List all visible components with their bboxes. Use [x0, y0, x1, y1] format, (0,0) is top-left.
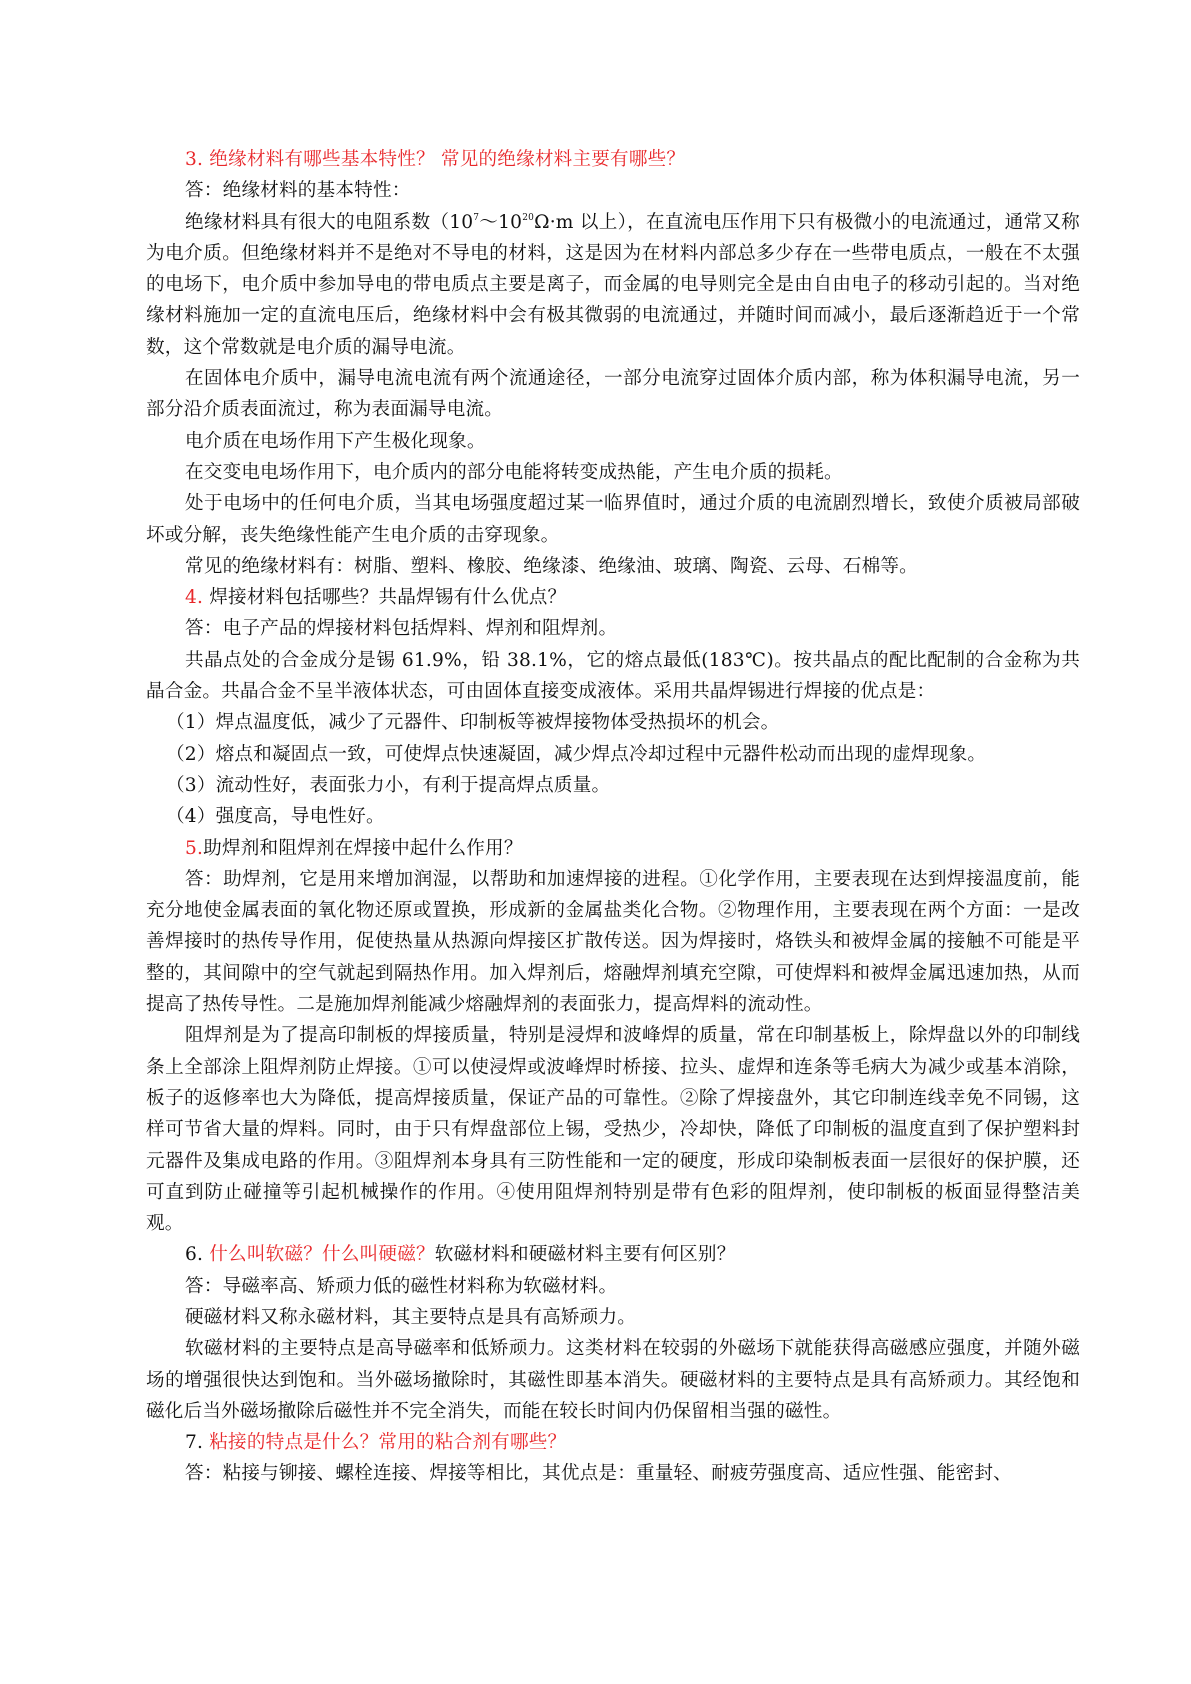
superscript: 20 — [522, 212, 535, 223]
answer-intro: 答：绝缘材料的基本特性： — [185, 180, 411, 202]
question-number: 3. — [185, 149, 204, 170]
text-run: ～10 — [479, 211, 523, 233]
question-text-highlight: 什么叫软磁？什么叫硬磁？ — [209, 1244, 435, 1266]
document-body — [146, 144, 1080, 1490]
question-7-heading — [146, 1427, 1080, 1458]
paragraph: 共晶点处的合金成分是锡 61.9%，铅 38.1%，它的熔点最低(183℃)。按共晶点的配比配制的合金称为共晶合金。共晶合金不呈半液体状态，可由固体直接变成液体。采用共晶焊锡进行焊接的优点是： — [146, 649, 1080, 703]
paragraph: 在交变电电场作用下，电介质内的部分电能将转变成热能，产生电介质的损耗。 — [185, 461, 843, 483]
question-3-heading — [146, 144, 1080, 175]
question-text: 粘接的特点是什么？常用的粘合剂有哪些？ — [209, 1432, 567, 1454]
question-number: 5. — [185, 837, 204, 859]
list-item: （2）熔点和凝固点一致，可使焊点快速凝固，减少焊点冷却过程中元器件松动而出现的虚焊现象。 — [166, 743, 987, 765]
question-text: 焊接材料包括哪些？共晶焊锡有什么优点？ — [209, 587, 567, 609]
paragraph: 处于电场中的任何电介质，当其电场强度超过某一临界值时，通过介质的电流剧烈增长，致使介质被局部破坏或分解，丧失绝缘性能产生电介质的击穿现象。 — [146, 493, 1080, 546]
list-item: （1）焊点温度低，减少了元器件、印制板等被焊接物体受热损坏的机会。 — [166, 712, 780, 734]
answer-intro: 答：电子产品的焊接材料包括焊料、焊剂和阻焊剂。 — [185, 618, 618, 640]
question-number: 6. — [185, 1244, 204, 1266]
question-text: 绝缘材料有哪些基本特性？ 常见的绝缘材料主要有哪些？ — [209, 149, 686, 170]
question-4-heading — [146, 582, 1080, 613]
answer-intro: 答：导磁率高、矫顽力低的磁性材料称为软磁材料。 — [185, 1275, 618, 1297]
question-5-heading — [146, 833, 1080, 864]
paragraph: 软磁材料的主要特点是高导磁率和低矫顽力。这类材料在较弱的外磁场下就能获得高磁感应强度，并随外磁场的增强很快达到饱和。当外磁场撤除时，其磁性即基本消失。硬磁材料的主要特点是具有高矫顽力。其经饱和磁化后当外磁场撤除后磁性并不完全消失，而能在较长时间内仍保留相当强的磁性。 — [146, 1338, 1080, 1422]
paragraph: 硬磁材料又称永磁材料，其主要特点是具有高矫顽力。 — [185, 1306, 637, 1328]
list-item: （3）流动性好，表面张力小，有利于提高焊点质量。 — [166, 774, 611, 796]
question-6-heading — [146, 1239, 1080, 1270]
paragraph: 阻焊剂是为了提高印制板的焊接质量，特别是浸焊和波峰焊的质量，常在印制基板上，除焊盘以外的印制线条上全部涂上阻焊剂防止焊接。①可以使浸焊或波峰焊时桥接、拉头、虚焊和连条等毛病大为减少或基本消除，板子的返修率也大为降低，提高焊接质量，保证产品的可靠性。②除了焊接盘外，其它印制连线幸免不同锡，这样可节省大量的焊料。同时，由于只有焊盘部位上锡，受热少，冷却快，降低了印制板的温度直到了保护塑料封元器件及集成电路的作用。③阻焊剂本身具有三防性能和一定的硬度，形成印染制板表面一层很好的保护膜，还可直到防止碰撞等引起机械操作的作用。④使用阻焊剂特别是带有色彩的阻焊剂，使印制板的板面显得整洁美观。 — [146, 1025, 1080, 1235]
paragraph: 常见的绝缘材料有：树脂、塑料、橡胶、绝缘漆、绝缘油、玻璃、陶瓷、云母、石棉等。 — [185, 555, 918, 577]
paragraph: 在固体电介质中，漏导电流电流有两个流通途径，一部分电流穿过固体介质内部，称为体积漏导电流，另一部分沿介质表面流过，称为表面漏导电流。 — [146, 368, 1080, 421]
superscript: 7 — [473, 212, 480, 223]
paragraph: 答：助焊剂，它是用来增加润湿，以帮助和加速焊接的进程。①化学作用，主要表现在达到焊接温度前，能充分地使金属表面的氧化物还原或置换，形成新的金属盐类化合物。②物理作用，主要表现在两个方面：一是改善焊接时的热传导作用，促使热量从热源向焊接区扩散传送。因为焊接时，烙铁头和被焊金属的接触不可能是平整的，其间隙中的空气就起到隔热作用。加入焊剂后，熔融焊剂填充空隙，可使焊料和被焊金属迅速加热，从而提高了热传导性。二是施加焊剂能减少熔融焊剂的表面张力，提高焊料的流动性。 — [146, 868, 1080, 1016]
question-text: 助焊剂和阻焊剂在焊接中起什么作用？ — [203, 837, 523, 859]
paragraph: 电介质在电场作用下产生极化现象。 — [185, 430, 486, 452]
question-text: 软磁材料和硬磁材料主要有何区别？ — [434, 1244, 736, 1266]
list-item: （4）强度高，导电性好。 — [166, 806, 385, 828]
paragraph: 答：粘接与铆接、螺栓连接、焊接等相比，其优点是：重量轻、耐疲劳强度高、适应性强、能密封、 — [185, 1463, 1012, 1485]
text-run: Ω·m 以上），在直流电压作用下只有极微小的电流通过，通常又称为电介质。但绝缘材料并不是绝对不导电的材料，这是因为在材料内部总多少存在一些带电质点，一般在不太强的电场下，电介质中参加导电的带电质点主要是离子，而金属的电导则完全是由自由电子的移动引起的。当对绝缘材料施加一定的直流电压后，绝缘材料中会有极其微弱的电流通过，并随时间而减小，最后逐渐趋近于一个常数，这个常数就是电介质的漏导电流。 — [146, 211, 1080, 358]
paragraph — [146, 207, 1080, 363]
text-run: 绝缘材料具有很大的电阻系数（10 — [185, 211, 474, 233]
question-number: 4. — [185, 587, 204, 609]
question-number: 7. — [185, 1432, 204, 1454]
